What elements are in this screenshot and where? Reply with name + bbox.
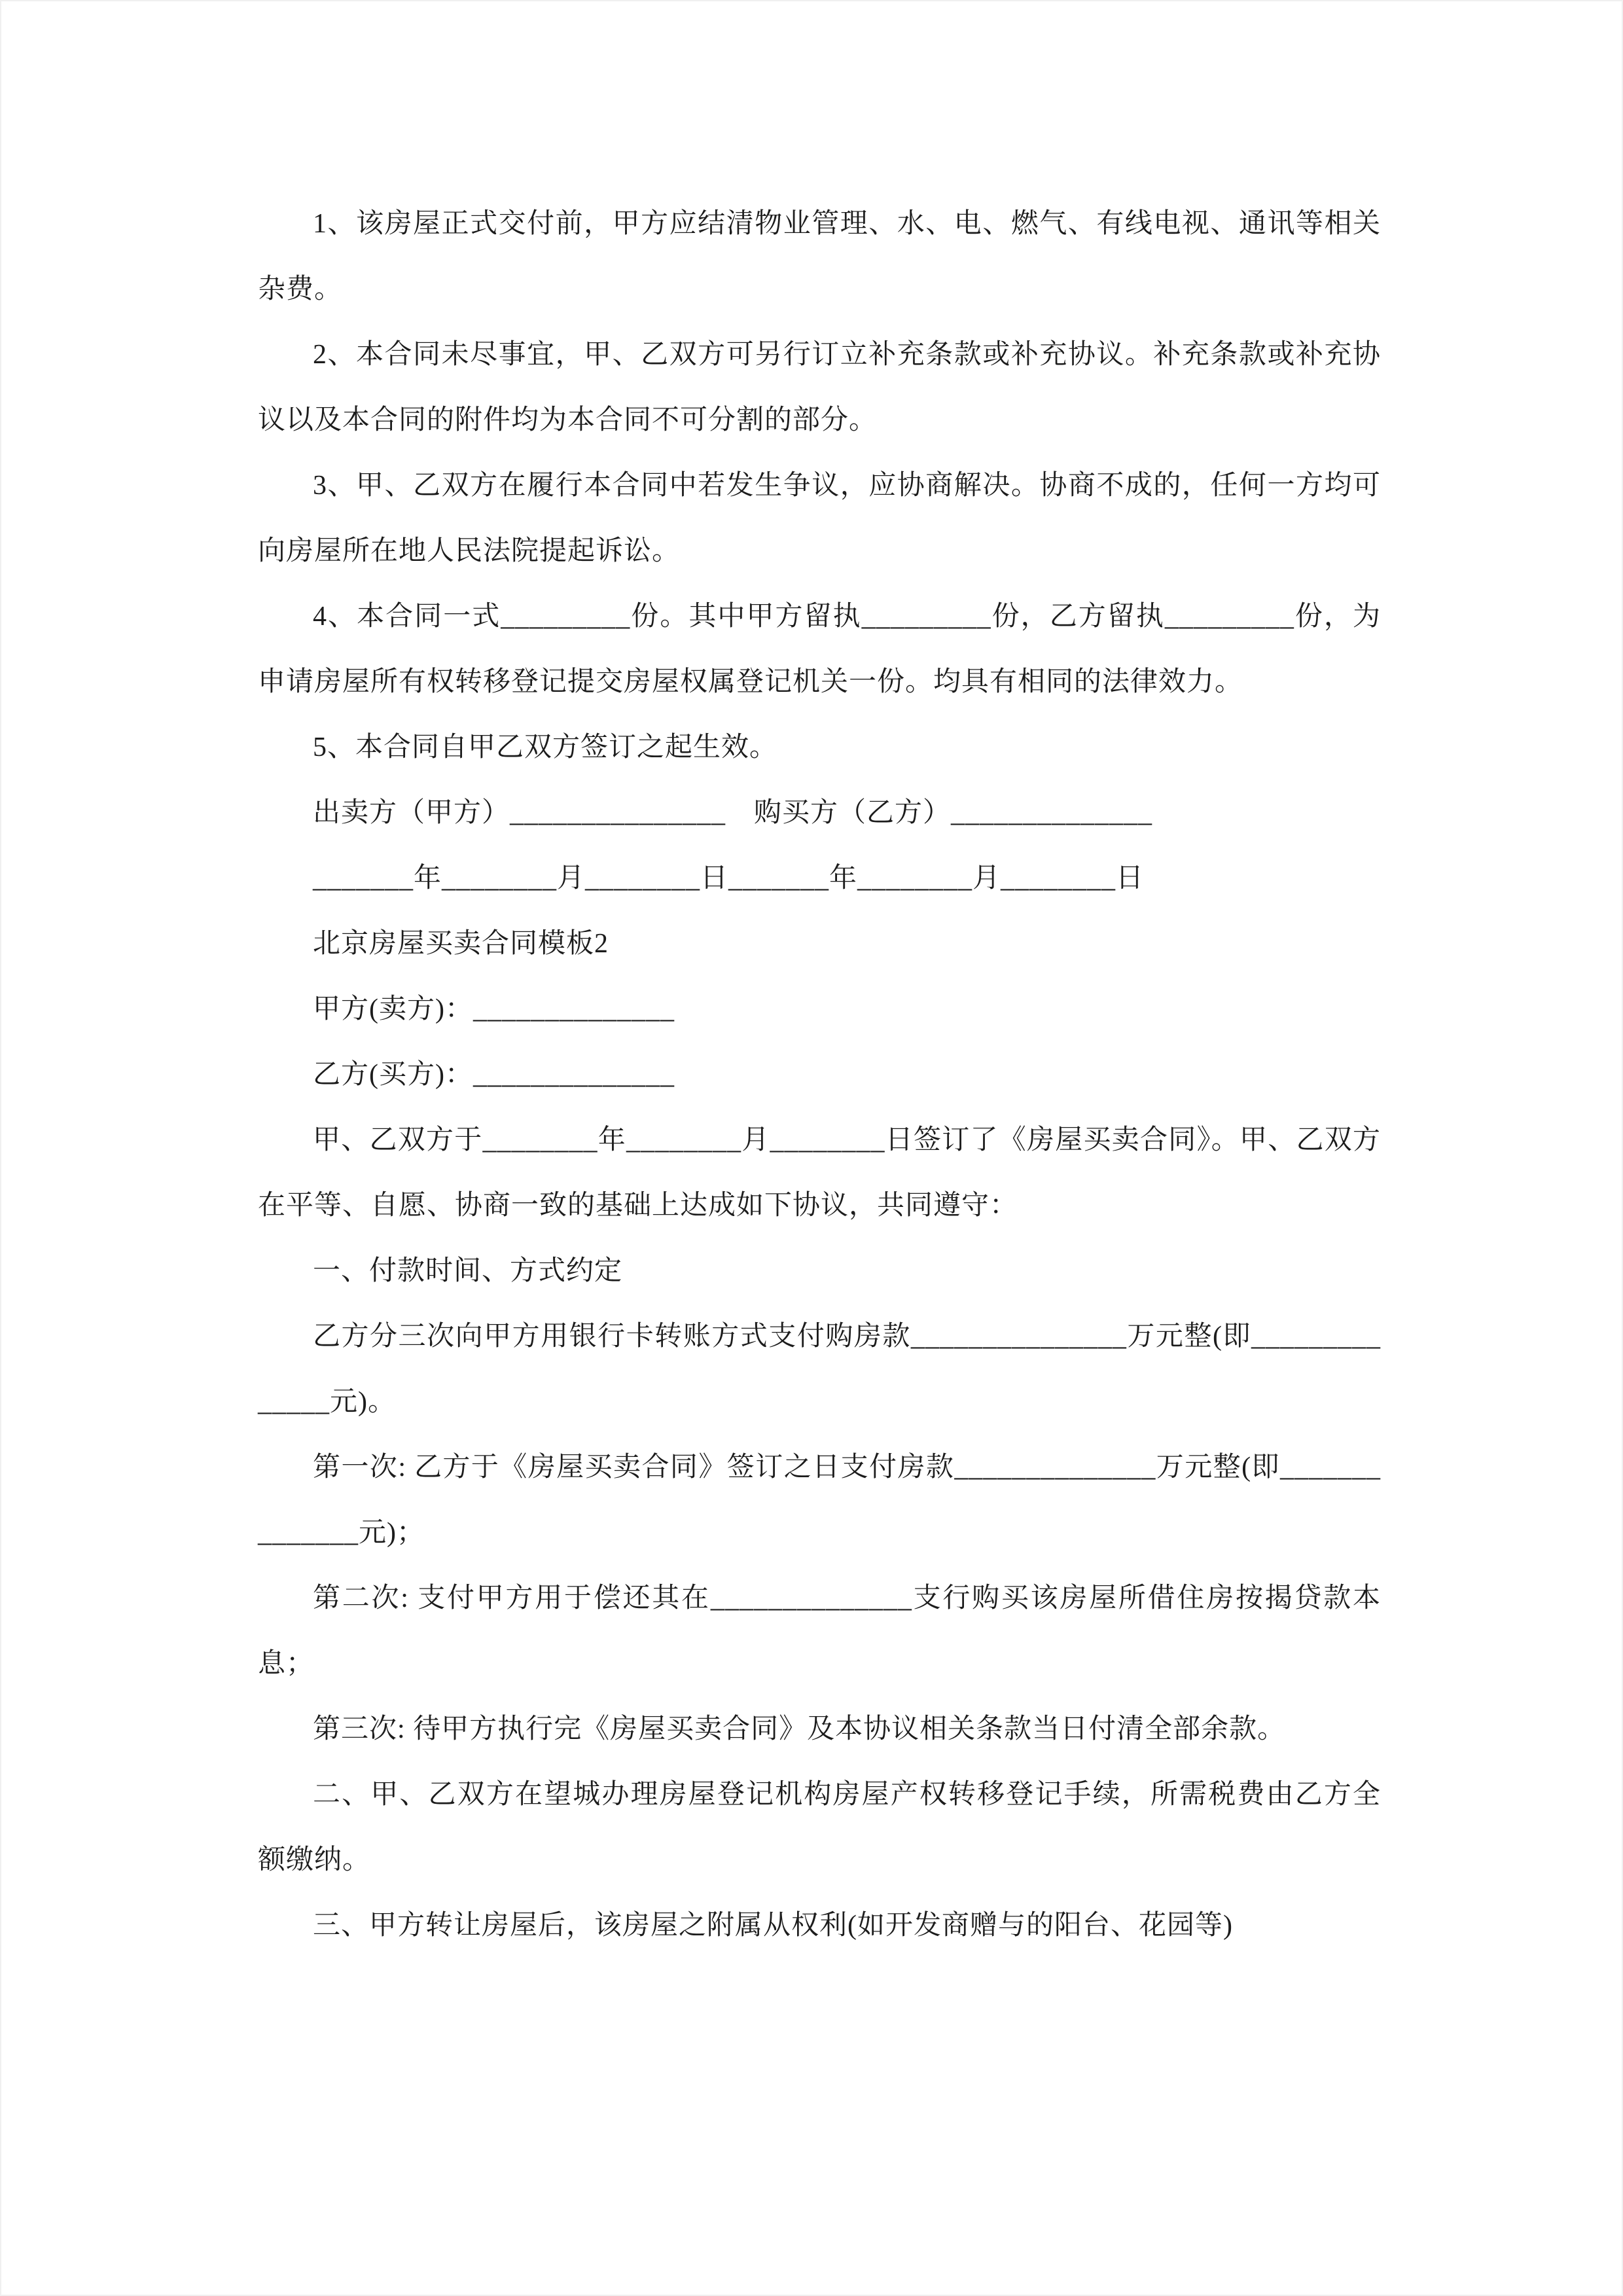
party-b-buyer-line: 乙方(买方)：______________ — [313, 1060, 675, 1090]
clause-supplementary-terms: 2、本合同未尽事宜，甲、乙双方可另行订立补充条款或补充协议。补充条款或补充协议以及本合同的附件均为本合同不可分割的部分。 — [258, 340, 1381, 435]
payment-total-clause: 乙方分三次向甲方用银行卡转账方式支付购房款_______________万元整(即______________元)。 — [258, 1321, 1381, 1417]
template2-title: 北京房屋买卖合同模板2 — [313, 929, 609, 959]
clause-dispute-resolution: 3、甲、乙双方在履行本合同中若发生争议，应协商解决。协商不成的，任何一方均可向房屋所在地人民法院提起诉讼。 — [258, 471, 1381, 566]
agreement-preamble: 甲、乙双方于________年________月________日签订了《房屋买卖合同》。甲、乙双方在平等、自愿、协商一致的基础上达成如下协议，共同遵守： — [258, 1125, 1381, 1221]
signature-line-parties: 出卖方（甲方）_______________ 购买方（乙方）______________ — [313, 798, 1153, 828]
clause-attached-rights: 三、甲方转让房屋后，该房屋之附属从权利(如开发商赠与的阳台、花园等) — [313, 1910, 1233, 1941]
clause-contract-copies: 4、本合同一式_________份。其中甲方留执_________份，乙方留执_________份，为申请房屋所有权转移登记提交房屋权属登记机关一份。均具有相同的法律效力。 — [258, 601, 1381, 697]
signature-line-dates: _______年________月________日_______年________月________日 — [313, 863, 1145, 893]
section-payment-terms-title: 一、付款时间、方式约定 — [313, 1256, 623, 1286]
payment-first-installment: 第一次: 乙方于《房屋买卖合同》签订之日支付房款______________万元整(即______________元)； — [258, 1452, 1381, 1548]
clause-effective-date: 5、本合同自甲乙双方签订之起生效。 — [313, 732, 778, 762]
payment-third-installment: 第三次: 待甲方执行完《房屋买卖合同》及本协议相关条款当日付清全部余款。 — [313, 1714, 1286, 1744]
contract-body — [258, 191, 1381, 2164]
payment-second-installment: 第二次: 支付甲方用于偿还其在______________支行购买该房屋所借住房按揭贷款本息； — [258, 1583, 1381, 1679]
party-a-seller-line: 甲方(卖方)：______________ — [313, 994, 675, 1024]
clause-house-handover: 1、该房屋正式交付前，甲方应结清物业管理、水、电、燃气、有线电视、通讯等相关杂费。 — [258, 209, 1381, 304]
clause-registration-taxes: 二、甲、乙双方在望城办理房屋登记机构房屋产权转移登记手续，所需税费由乙方全额缴纳。 — [258, 1780, 1381, 1875]
